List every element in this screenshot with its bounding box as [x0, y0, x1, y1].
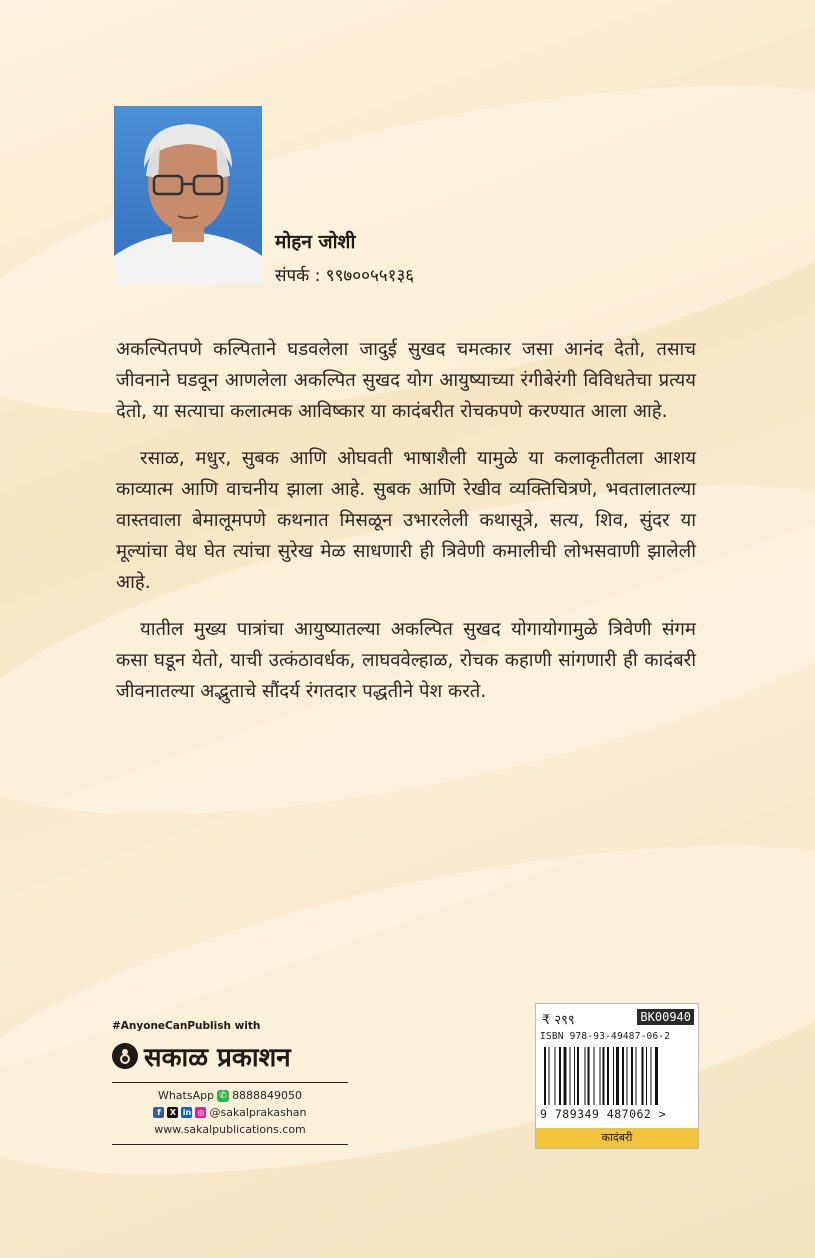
barcode-bar [607, 1047, 609, 1105]
barcode-bar [631, 1047, 633, 1105]
barcode-bar [616, 1047, 619, 1105]
website: www.sakalpublications.com [154, 1123, 306, 1136]
barcode-bar [642, 1047, 644, 1105]
barcode-bar [600, 1047, 601, 1105]
barcode-number: 9 789349 487062 > [540, 1107, 667, 1121]
barcode-bar [613, 1047, 614, 1105]
blurb [116, 334, 696, 723]
barcode-bar [564, 1047, 567, 1105]
linkedin-icon: in [182, 1108, 192, 1117]
whatsapp-icon: ✆ [217, 1090, 229, 1102]
barcode-bar [549, 1047, 550, 1105]
whatsapp-label: WhatsApp [157, 1089, 215, 1102]
barcode-bar [559, 1047, 561, 1105]
barcode-bar [585, 1047, 586, 1105]
barcode-bar [544, 1047, 546, 1105]
barcode-bar [603, 1047, 605, 1105]
barcode-bar [570, 1047, 571, 1105]
blurb-paragraph-2: रसाळ, मधुर, सुबक आणि ओघवती भाषाशैली यामुळे या कलाकृतीतला आशय काव्यात्म आणि वाचनीय झाला आहे. सुबक आणि रेखीव व्यक्तिचित्रणे, भवतालातल्या वास्तवाला बेमालूमपणे कथनात मिसळून उभारलेली कथासूत्रे, सत्य, शिव, सुंदर या मूल्यांचा वेध घेत त्यांचा सुरेख मेळ साधणारी ही त्रिवेणी कमालीची लोभसवाणी झालेली आहे. [116, 448, 696, 593]
barcode-bar [574, 1047, 575, 1105]
author-name: मोहन जोशी [275, 231, 356, 253]
facebook-icon: f [153, 1107, 164, 1118]
publisher-name: सकाळ प्रकाशन [144, 1043, 291, 1073]
publisher-hashtag: #AnyoneCanPublish with [112, 1020, 261, 1032]
instagram-icon: ◎ [195, 1107, 206, 1118]
publisher-logo [112, 1038, 348, 1074]
social-handle: @sakalprakashan [209, 1106, 307, 1119]
whatsapp-number: 8888849050 [232, 1089, 303, 1102]
barcode-bar [588, 1047, 590, 1105]
barcode-bar [646, 1047, 647, 1105]
isbn: ISBN 978-93-49487-06-2 [540, 1031, 671, 1042]
x-icon: X [167, 1107, 178, 1118]
barcode [542, 1047, 692, 1105]
barcode-bar [627, 1047, 628, 1105]
barcode-bar [655, 1047, 658, 1105]
book-code: BK00940 [637, 1009, 694, 1025]
barcode-bar [555, 1047, 556, 1105]
divider [112, 1144, 348, 1145]
price: ₹ २९९ [542, 1013, 575, 1028]
barcode-bar [577, 1047, 579, 1105]
blurb-paragraph-3: यातील मुख्य पात्रांचा आयुष्यातल्या अकल्पित सुखद योगायोगामुळे त्रिवेणी संगम कसा घडून येतो, याची उत्कंठावर्धक, लाघववेल्हाळ, रोचक कहाणी सांगणारी ही कादंबरी जीवनातल्या अद्भुताचे सौंदर्य रंगतदार पद्धतीने पेश करते. [116, 619, 696, 702]
author-contact: संपर्क : ९९७००५५१३६ [275, 266, 415, 286]
blurb-paragraph-1: अकल्पितपणे कल्पिताने घडवलेला जादुई सुखद चमत्कार जसा आनंद देतो, तसाच जीवनाने घडवून आणलेला अकल्पित सुखद योग आयुष्याच्या रंगीबेरंगी विविधतेचा प्रत्यय देतो, या सत्याचा कलात्मक आविष्कार या कादंबरीत रोचकपणे करण्यात आला आहे. [116, 339, 696, 422]
barcode-bar [651, 1047, 652, 1105]
barcode-bar [594, 1047, 595, 1105]
publisher-block [112, 1020, 348, 1151]
barcode-bar [636, 1047, 637, 1105]
publisher-logo-icon [112, 1043, 138, 1069]
whatsapp-line [112, 1089, 348, 1102]
genre-label: कादंबरी [536, 1128, 698, 1148]
author-photo [114, 106, 262, 284]
social-line [112, 1106, 348, 1119]
barcode-label [535, 1003, 699, 1149]
barcode-bar [622, 1047, 624, 1105]
divider [112, 1082, 348, 1083]
